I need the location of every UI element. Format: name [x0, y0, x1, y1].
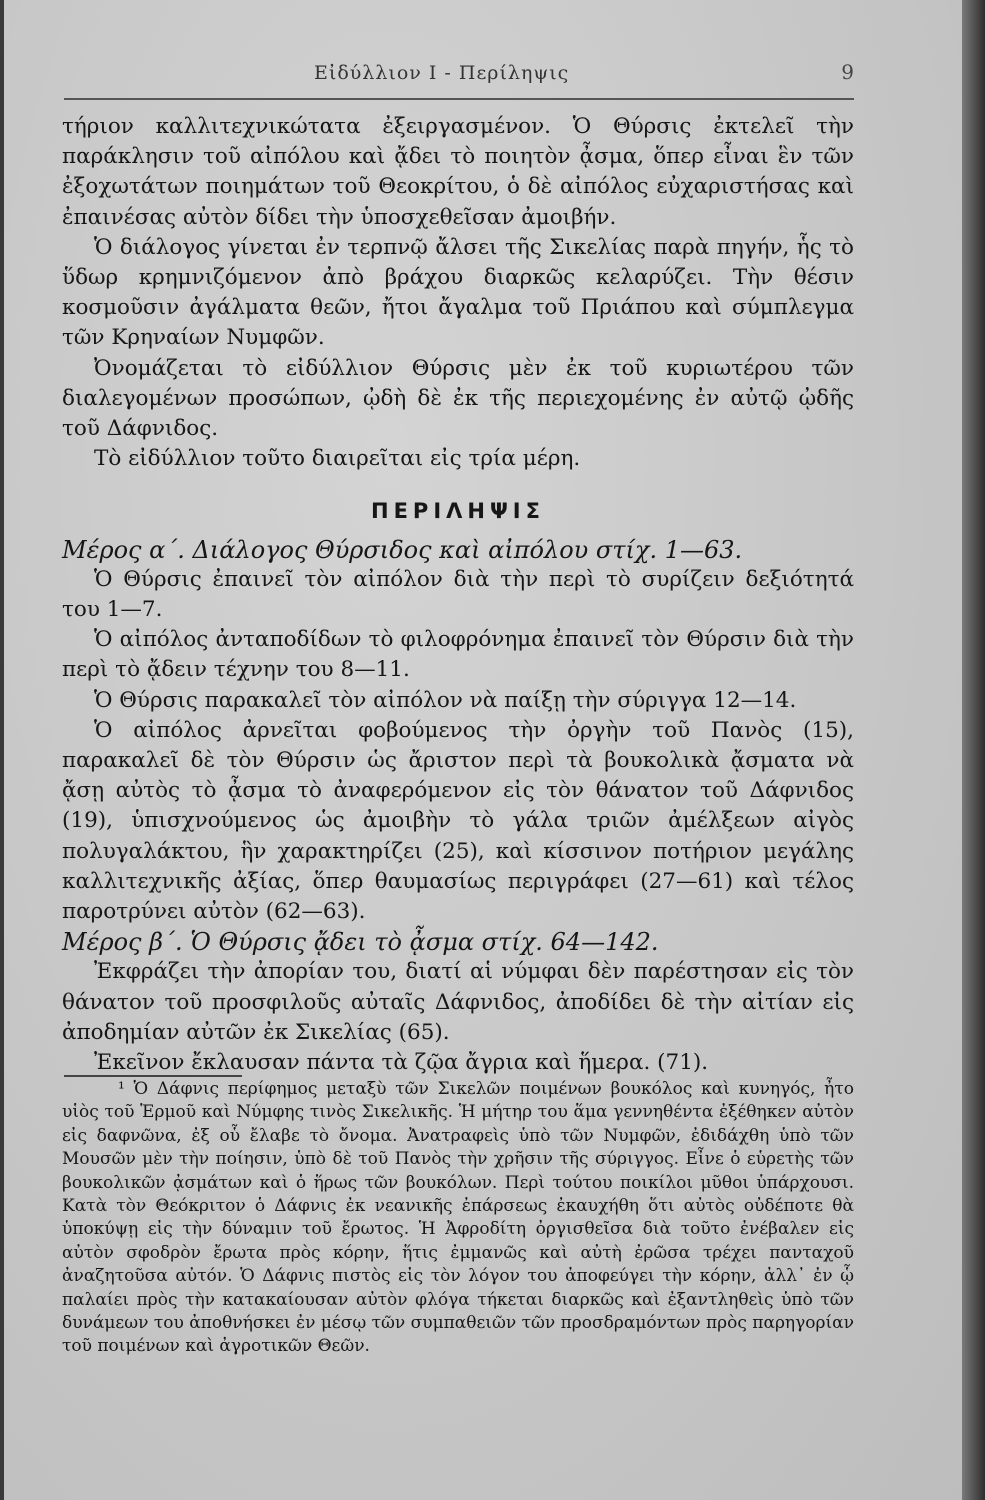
section-heading: ΠΕΡΙΛΗΨΙΣ	[371, 499, 545, 524]
page-edge-shadow	[962, 0, 985, 1500]
paragraph: Ὁ αἰπόλος ἀνταποδίδων τὸ φιλοφρόνημα ἐπαινεῖ τὸν Θύρσιν διὰ τὴν περὶ τὸ ᾄδειν τέχνην του 8—11.	[62, 627, 854, 683]
header-rule	[64, 98, 854, 100]
part-b-title: Μέρος β΄. Ὁ Θύρσις ᾄδει τὸ ᾆσμα στίχ. 64—142.	[62, 928, 659, 957]
paragraph: Ἐκφράζει τὴν ἀπορίαν του, διατί αἱ νύμφαι δὲν παρέστησαν εἰς τὸν θάνατον τοῦ προσφιλοῦς αὐταῖς Δάφνιδος, ἀποδίδει δὲ τὴν αἰτίαν εἰς ἀποδημίαν αὐτῶν ἐκ Σικελίας (65).	[62, 959, 854, 1045]
paragraph: Ὁ Θύρσις παρακαλεῖ τὸν αἰπόλον νὰ παίξῃ τὴν σύριγγα 12—14.	[94, 687, 797, 713]
paragraph: Ὁ Θύρσις ἐπαινεῖ τὸν αἰπόλον διὰ τὴν περὶ τὸ συρίζειν δεξιότητά του 1—7.	[62, 566, 854, 623]
page-header	[64, 62, 854, 92]
paragraph: Ὁ διάλογος γίνεται ἐν τερπνῷ ἄλσει τῆς Σικελίας παρὰ πηγήν, ἧς τὸ ὕδωρ κρημνιζόμενον ἀπὸ βράχου διαρκῶς κελαρύζει. Τὴν θέσιν κοσμοῦσιν ἀγάλματα θεῶν, ἤτοι ἄγαλμα τοῦ Πριάπου καὶ σύμπλεγμα τῶν Κρηναίων Νυμφῶν.	[62, 234, 854, 351]
paragraph: Ἐκεῖνον ἔκλαυσαν πάντα τὰ ζῷα ἄγρια καὶ ἥμερα. (71).	[94, 1050, 709, 1076]
footnotes	[62, 1078, 854, 1359]
main-text	[62, 112, 854, 1078]
paragraph: τήριον καλλιτεχνικώτατα ἐξειργασμένον. Ὁ Θύρσις ἐκτελεῖ τὴν παράκλησιν τοῦ αἰπόλου καὶ ᾄδει τὸ ποιητὸν ᾆσμα, ὅπερ εἶναι ἓν τῶν ἐξοχωτάτων ποιημάτων τοῦ Θεοκρίτου, ὁ δὲ αἰπόλος εὐχαριστήσας καὶ ἐπαινέσας αὐτὸν δίδει τὴν ὑποσχεθεῖσαν ἀμοιβήν.	[62, 114, 854, 230]
page-number: 9	[841, 60, 854, 84]
footnote: ¹ Ὁ Δάφνις περίφημος μεταξὺ τῶν Σικελῶν ποιμένων βουκόλος καὶ κυνηγός, ἦτο υἱὸς τοῦ Ἑρμοῦ καὶ Νύμφης τινὸς Σικελικῆς. Ἡ μήτηρ του ἅμα γεννηθέντα ἐξέθηκεν αὐτὸν εἰς δαφνῶνα, ἐξ οὗ ἔλαβε τὸ ὄνομα. Ἀνατραφεὶς ὑπὸ τῶν Νυμφῶν, ἐδιδάχθη ὑπὸ τῶν Μουσῶν μὲν τὴν ποίησιν, ὑπὸ δὲ τοῦ Πανὸς τὴν χρῆσιν τῆς σύριγγος. Εἶνε ὁ εὑρετὴς τῶν βουκολικῶν ᾀσμάτων καὶ ὁ ἥρως τῶν βουκόλων. Περὶ τούτου ποικίλοι μῦθοι ὑπάρχουσι. Κατὰ τὸν Θεόκριτον ὁ Δάφνις ἐκ νεανικῆς ἐπάρσεως ἐκαυχήθη ὅτι αὐτὸς οὐδέποτε θὰ ὑποκύψῃ εἰς τὴν δύναμιν τοῦ ἔρωτος. Ἡ Ἀφροδίτη ὀργισθεῖσα διὰ τοῦτο ἐνέβαλεν εἰς αὐτὸν σφοδρὸν ἔρωτα πρὸς κόρην, ἥτις ἐμμανῶς καὶ αὐτὴ ἐρῶσα τρέχει πανταχοῦ ἀναζητοῦσα αὐτόν. Ὁ Δάφνις πιστὸς εἰς τὸν λόγον του ἀποφεύγει τὴν κόρην, ἀλλ᾽ ἐν ᾧ παλαίει πρὸς τὴν κατακαίουσαν αὐτὸν φλόγα τήκεται διαρκῶς καὶ ἐξαντληθεὶς ὑπὸ τῶν δυνάμεων του ἀποθνήσκει ἐν μέσῳ τῶν συμπαθειῶν τῶν προσδραμόντων πρὸς παρηγορίαν τοῦ ποιμένων καὶ ἀγροτικῶν Θεῶν.	[62, 1079, 854, 1357]
part-a-title: Μέρος α΄. Διάλογος Θύρσιδος καὶ αἰπόλου στίχ. 1—63.	[62, 535, 743, 564]
paragraph: Ὀνομάζεται τὸ εἰδύλλιον Θύρσις μὲν ἐκ τοῦ κυριωτέρου τῶν διαλεγομένων προσώπων, ᾠδὴ δὲ ἐκ τῆς περιεχομένης ἐν αὐτῷ ᾠδῆς τοῦ Δάφνιδος.	[62, 355, 854, 442]
book-page	[4, 0, 962, 1500]
paragraph: Τὸ εἰδύλλιον τοῦτο διαιρεῖται εἰς τρία μέρη.	[94, 446, 581, 472]
paragraph: Ὁ αἰπόλος ἀρνεῖται φοβούμενος τὴν ὀργὴν τοῦ Πανὸς (15), παρακαλεῖ δὲ τὸν Θύρσιν ὡς ἄριστον περὶ τὰ βουκολικὰ ᾄσματα νὰ ᾄσῃ αὐτὸς τὸ ᾆσμα τὸ ἀναφερόμενον εἰς τὸν θάνατον τοῦ Δάφνιδος (19), ὑπισχνούμενος ὡς ἀμοιβὴν τὸ γάλα τριῶν ἀμέλξεων αἰγὸς πολυγαλάκτου, ἣν χαρακτηρίζει (25), καὶ κίσσινον ποτήριον μεγάλης καλλιτεχνικῆς ἀξίας, ὅπερ θαυμασίως περιγράφει (27—61) καὶ τέλος παροτρύνει αὐτὸν (62—63).	[62, 717, 854, 925]
running-head: Εἰδύλλιον Ι - Περίληψις	[314, 62, 570, 84]
footnote-rule	[64, 1075, 242, 1077]
